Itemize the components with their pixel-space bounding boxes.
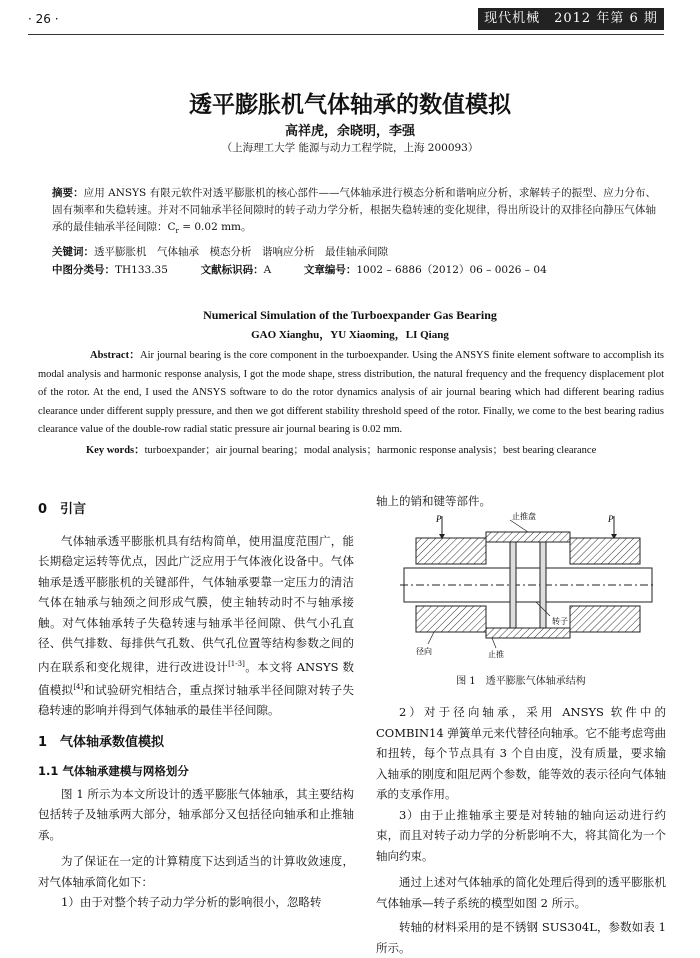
authors: 高祥虎，余晓明，李强: [284, 124, 415, 139]
thrust-disc: [510, 542, 516, 628]
right-col-p0: 轴上的销和键等部件。: [376, 494, 491, 508]
keywords-en: [86, 442, 664, 457]
fig-label-p-right: P: [608, 514, 614, 524]
keywords-en-text: turboexpander；air journal bearing；modal analysis；harmonic response analysis；best bearing clearance: [144, 445, 597, 456]
keywords-cn: [52, 244, 656, 261]
clc-label: 中图分类号：: [52, 264, 115, 276]
classification: [52, 262, 656, 279]
fig-label-radial: 径向: [416, 647, 432, 656]
doc-value: A: [263, 264, 272, 276]
fig-label-rotor: 转子: [552, 617, 568, 626]
left-column: [38, 500, 354, 913]
journal-banner: 现代机械 2012 年第 6 期: [478, 8, 664, 30]
abstract-cn-tail: = 0.02 mm。: [178, 221, 252, 233]
section-0-heading: 0 引言: [38, 502, 87, 517]
leader-thrust: [492, 638, 496, 648]
header-rule: [28, 34, 664, 35]
citation-1-3: [1-3]: [228, 659, 245, 668]
thrust-disc-bottom: [486, 628, 570, 638]
fig-label-thrust-disc: 止推盘: [512, 512, 536, 521]
clc-value: TH133.35: [115, 264, 168, 276]
abstract-cn-sub: r: [175, 227, 179, 236]
fig-label-p-left: P: [436, 514, 442, 524]
figure-1: [400, 510, 656, 660]
section-1-heading: 1 气体轴承数值模拟: [38, 734, 165, 750]
intro-text-c: 和试验研究相结合，重点探讨轴承半径间隙对转子失稳转速的影响并得到气体轴承的最佳半径间隙。: [38, 682, 355, 718]
right-column-body: [376, 702, 666, 958]
abstract-cn-text: 应用 ANSYS 有限元软件对透平膨胀机的核心部件——气体轴承进行模态分析和谐响应分析，求解转子的振型、应力分布、固有频率和失稳转速。并对不同轴承半径间隙时的转子动力学分析，根据失稳转速的变化规律，得出所设计的双排径向静压气体轴承的最佳轴承半径间隙：C: [52, 187, 656, 233]
abstract-cn: [52, 185, 656, 240]
thrust-disc-top: [486, 532, 570, 542]
doc-label: 文献标识码：: [200, 264, 264, 276]
citation-4: [4]: [73, 682, 84, 691]
article-value: 1002 – 6886（2012）06 – 0026 – 04: [356, 264, 547, 276]
section-1-p2: 为了保证在一定的计算精度下达到适当的计算收敛速度，对气体轴承简化如下：: [38, 854, 354, 889]
article-label: 文章编号：: [303, 264, 357, 276]
housing-right-top: [570, 538, 640, 564]
english-authors: GAO Xianghu，YU Xiaoming，LI Qiang: [251, 329, 449, 341]
abstract-en: [38, 347, 664, 440]
subsection-1-1-heading: 1.1 气体轴承建模与网格划分: [38, 764, 189, 779]
keywords-cn-text: 透平膨胀机 气体轴承 模态分析 谐响应分析 最佳轴承间隙: [94, 246, 388, 258]
page-number: · 26 ·: [28, 12, 59, 26]
keywords-en-label: Key words：: [86, 445, 145, 456]
housing-left-bottom: [416, 606, 486, 632]
right-col-p3: 通过上述对气体轴承的简化处理后得到的透平膨胀机气体轴承—转子系统的模型如图 2 所示。: [376, 875, 666, 910]
abstract-en-text: Air journal bearing is the core component in the turboexpander. Using the ANSYS finite element software to accomplish its modal analysis and harmonic response analysis, I got the mode shape, stress distribution, the natural frequency and the frequency displacement plot of the rotor. At the end, I used the ANSYS software to do the rotor dynamics analysis of air journal bearing which had different bearing radius clearance under different supply pressure, and then we got different stability threshold speed of the rotor. Finally, we come to the best bearing radius clearance value of the double-row radial static pressure air journal bearing is 0.02 mm.: [38, 350, 665, 435]
fig-label-thrust: 止推: [488, 650, 504, 659]
section-1-p1: 图 1 所示为本文所设计的透平膨胀气体轴承，其主要结构包括转子及轴承两大部分，轴承部分又包括径向轴承和止推轴承。: [38, 786, 354, 842]
intro-text-b: 。本文将 ANSYS 数值模拟: [38, 659, 354, 697]
housing-right-bottom: [570, 606, 640, 632]
english-title: Numerical Simulation of the Turboexpander Gas Bearing: [203, 308, 497, 322]
figure-1-caption: 图 1 透平膨胀气体轴承结构: [456, 676, 586, 687]
section-1-p3: 1）由于对整个转子动力学分析的影响很小，忽略转: [61, 895, 322, 910]
affiliation: （上海理工大学 能源与动力工程学院，上海 200093）: [221, 142, 479, 154]
keywords-cn-label: 关键词：: [52, 246, 94, 258]
section-0-paragraph: [38, 531, 354, 721]
paper-title: 透平膨胀机气体轴承的数值模拟: [189, 92, 511, 118]
leader-radial: [428, 632, 434, 644]
abstract-cn-label: 摘要：: [52, 187, 84, 199]
right-col-p4: 转轴的材料采用的是不锈钢 SUS304L，参数如表 1 所示。: [376, 920, 666, 955]
abstract-en-label: Abstract：: [90, 350, 141, 361]
intro-text: 气体轴承透平膨胀机具有结构简单，使用温度范围广，能长期稳定运转等优点，因此广泛应用于气体液化设备中。气体轴承是透平膨胀机的关键部件，气体轴承要靠一定压力的清洁气体在轴承与轴颈之间形成气膜，使主轴转动时不与轴承接触。对气体轴承转子失稳转速与轴承半径间隙、供气小孔直径、供气排数、每排供气孔数、供气孔位置等结构参数之间的内在联系和变化规律，进行改进设计: [38, 533, 354, 674]
leader-thrust-disc: [510, 520, 528, 532]
housing-left-top: [416, 538, 486, 564]
thrust-disc-b: [540, 542, 546, 628]
right-col-p2: 3）由于止推轴承主要是对转轴的轴向运动进行约束，而且对转子动力学的分析影响不大，将其简化为一个轴向约束。: [376, 807, 666, 863]
right-col-p1: 2）对于径向轴承，采用 ANSYS 软件中的 COMBIN14 弹簧单元来代替径向轴承。它不能考虑弯曲和扭转，每个节点具有 3 个自由度，没有质量，要求输入轴承的刚度和阻尼两个参数，能等效的表示径向气体轴承的支承作用。: [376, 705, 666, 801]
